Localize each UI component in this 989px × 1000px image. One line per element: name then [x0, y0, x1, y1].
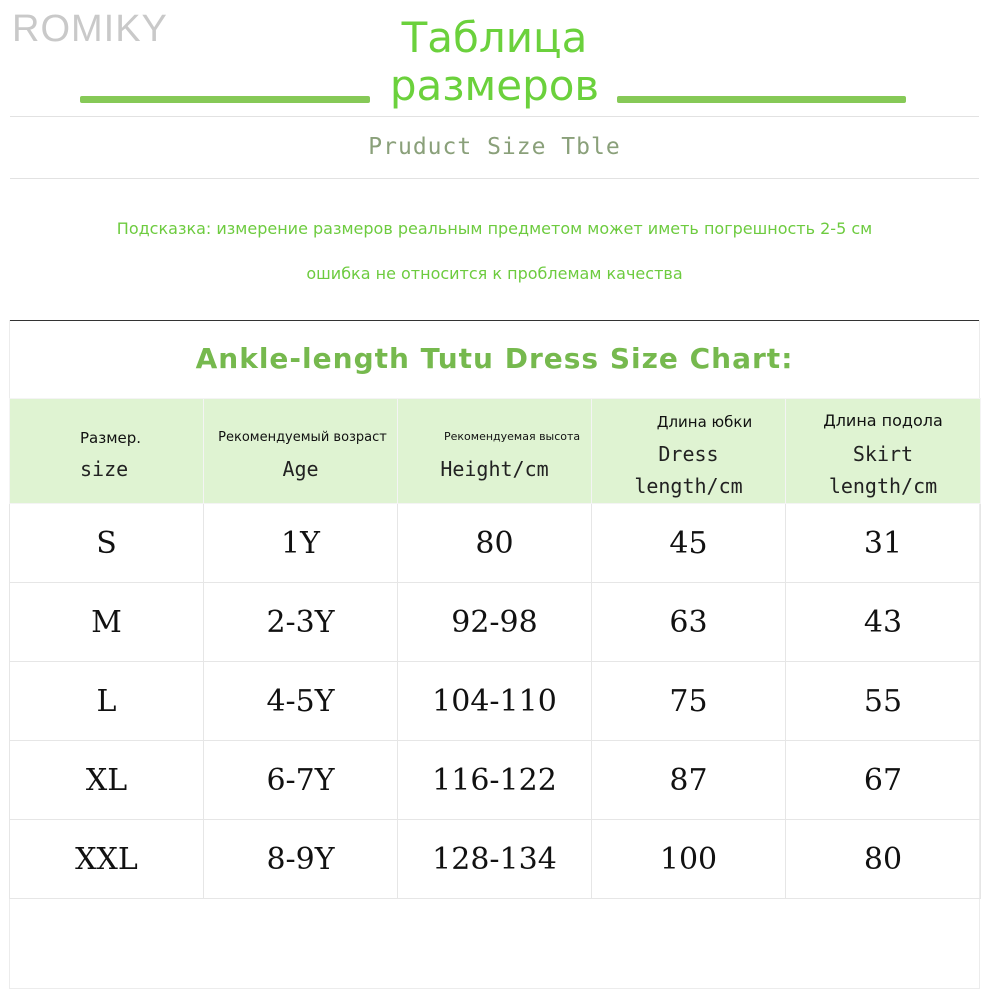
table-header-row — [10, 399, 981, 504]
header-skirt-length-en1: Skirt — [852, 442, 914, 466]
header-height-ru: Рекомендуемая высота — [444, 430, 581, 443]
header-age-ru: Рекомендуемый возраст — [218, 430, 387, 445]
divider — [10, 178, 979, 179]
cell-dress-length: 45 — [592, 504, 786, 583]
cell-age: 2-3Y — [204, 583, 398, 662]
cell-skirt-length: 31 — [786, 504, 981, 583]
header-size-ru: Размер. — [80, 429, 142, 447]
cell-dress-length: 100 — [592, 820, 786, 899]
chart-title: Ankle-length Tutu Dress Size Chart: — [195, 342, 794, 375]
page-title-line2: размеров — [389, 61, 600, 110]
cell-size: M — [10, 583, 204, 662]
cell-height: 92-98 — [398, 583, 592, 662]
header-size-en: size — [80, 457, 129, 481]
page-subtitle: Pruduct Size Tble — [368, 134, 621, 160]
divider — [10, 116, 979, 117]
header-dress-length-en2: length/cm — [634, 474, 743, 498]
header-height-en: Height/cm — [440, 457, 549, 481]
cell-age: 8-9Y — [204, 820, 398, 899]
cell-size: S — [10, 504, 204, 583]
table-row — [10, 820, 981, 899]
header-skirt-length-ru: Длина подола — [823, 411, 943, 430]
cell-skirt-length: 55 — [786, 662, 981, 741]
header-dress-length-ru: Длина юбки — [656, 413, 753, 431]
measurement-hint-line1: Подсказка: измерение размеров реальным предметом может иметь погрешность 2-5 см — [116, 219, 873, 238]
cell-dress-length: 63 — [592, 583, 786, 662]
header-skirt-length-en2: length/cm — [828, 474, 938, 498]
title-divider-right — [617, 96, 906, 103]
brand-watermark: ROMIKY — [12, 8, 168, 50]
cell-size: L — [10, 662, 204, 741]
table-row — [10, 662, 981, 741]
cell-skirt-length: 43 — [786, 583, 981, 662]
cell-height: 128-134 — [398, 820, 592, 899]
page-title-line1: Таблица — [401, 13, 588, 62]
cell-dress-length: 75 — [592, 662, 786, 741]
header-age-en: Age — [282, 457, 319, 481]
cell-height: 116-122 — [398, 741, 592, 820]
header-dress-length-en1: Dress — [658, 442, 719, 466]
cell-height: 104-110 — [398, 662, 592, 741]
header-age — [204, 399, 398, 504]
page-header — [0, 14, 989, 114]
cell-dress-length: 87 — [592, 741, 786, 820]
cell-age: 1Y — [204, 504, 398, 583]
title-divider-left — [80, 96, 370, 103]
header-height — [398, 399, 592, 504]
table-row — [10, 504, 981, 583]
cell-size: XL — [10, 741, 204, 820]
cell-skirt-length: 67 — [786, 741, 981, 820]
header-dress-length — [592, 399, 786, 504]
table-row — [10, 741, 981, 820]
size-table — [9, 398, 981, 899]
cell-skirt-length: 80 — [786, 820, 981, 899]
cell-height: 80 — [398, 504, 592, 583]
cell-size: XXL — [10, 820, 204, 899]
cell-age: 6-7Y — [204, 741, 398, 820]
table-row — [10, 583, 981, 662]
header-size — [10, 399, 204, 504]
cell-age: 4-5Y — [204, 662, 398, 741]
measurement-hint-line2: ошибка не относится к проблемам качества — [306, 264, 683, 283]
header-skirt-length — [786, 399, 981, 504]
